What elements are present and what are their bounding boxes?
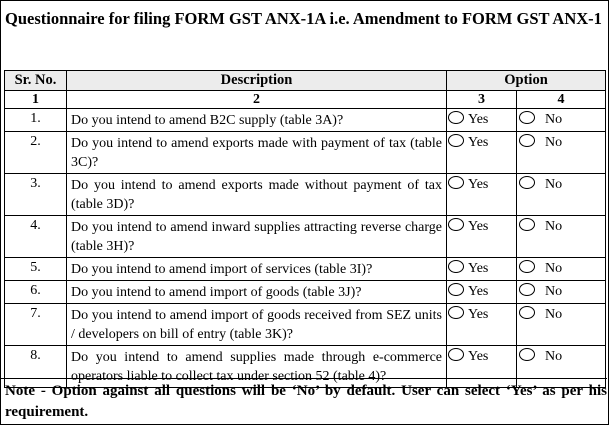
- question-text: Do you intend to amend B2C supply (table 3A)?: [67, 109, 447, 132]
- option-no[interactable]: [517, 174, 606, 216]
- option-no[interactable]: [517, 109, 606, 132]
- no-label: No: [545, 177, 563, 192]
- no-radio-button[interactable]: [519, 348, 535, 361]
- column-number: 2: [67, 91, 447, 109]
- sr-no: 3.: [5, 174, 67, 216]
- table-header-row: [5, 71, 606, 91]
- option-no[interactable]: [517, 216, 606, 258]
- no-label: No: [545, 307, 563, 322]
- header-sr-no: Sr. No.: [5, 71, 67, 91]
- yes-radio-button[interactable]: [448, 260, 464, 273]
- note-divider: [0, 378, 607, 379]
- column-number: 1: [5, 91, 67, 109]
- sr-no: 6.: [5, 281, 67, 304]
- no-label: No: [545, 135, 563, 150]
- table-row: [5, 174, 606, 216]
- questionnaire-table: [4, 70, 606, 388]
- sr-no: 4.: [5, 216, 67, 258]
- option-yes[interactable]: [447, 258, 517, 281]
- yes-label: Yes: [468, 135, 489, 150]
- no-radio-button[interactable]: [519, 283, 535, 296]
- yes-label: Yes: [468, 261, 489, 276]
- question-text: Do you intend to amend import of services (table 3I)?: [67, 258, 447, 281]
- no-label: No: [545, 112, 563, 127]
- no-label: No: [545, 349, 563, 364]
- yes-label: Yes: [468, 349, 489, 364]
- yes-label: Yes: [468, 112, 489, 127]
- option-yes[interactable]: [447, 281, 517, 304]
- yes-radio-button[interactable]: [448, 218, 464, 231]
- option-yes[interactable]: [447, 109, 517, 132]
- no-label: No: [545, 219, 563, 234]
- no-radio-button[interactable]: [519, 260, 535, 273]
- table-row: [5, 109, 606, 132]
- yes-label: Yes: [468, 219, 489, 234]
- option-yes[interactable]: [447, 132, 517, 174]
- table-row: [5, 132, 606, 174]
- question-text: Do you intend to amend supplies made through e-commerce operators liable to collect tax under section 52 (table 4)?: [67, 346, 447, 388]
- sr-no: 2.: [5, 132, 67, 174]
- question-text: Do you intend to amend inward supplies attracting reverse charge (table 3H)?: [67, 216, 447, 258]
- table-row: [5, 216, 606, 258]
- header-description: Description: [67, 71, 447, 91]
- sr-no: 5.: [5, 258, 67, 281]
- question-text: Do you intend to amend import of goods (table 3J)?: [67, 281, 447, 304]
- column-number-row: [5, 91, 606, 109]
- yes-radio-button[interactable]: [448, 134, 464, 147]
- question-text: Do you intend to amend import of goods received from SEZ units / developers on bill of entry (table 3K)?: [67, 304, 447, 346]
- no-radio-button[interactable]: [519, 218, 535, 231]
- option-no[interactable]: [517, 132, 606, 174]
- yes-radio-button[interactable]: [448, 283, 464, 296]
- yes-label: Yes: [468, 307, 489, 322]
- table-row: [5, 304, 606, 346]
- option-no[interactable]: [517, 304, 606, 346]
- yes-radio-button[interactable]: [448, 111, 464, 124]
- sr-no: 8.: [5, 346, 67, 388]
- yes-label: Yes: [468, 177, 489, 192]
- yes-radio-button[interactable]: [448, 176, 464, 189]
- column-number: 3: [447, 91, 517, 109]
- yes-radio-button[interactable]: [448, 348, 464, 361]
- option-no[interactable]: [517, 258, 606, 281]
- table-row: [5, 281, 606, 304]
- no-label: No: [545, 284, 563, 299]
- no-radio-button[interactable]: [519, 111, 535, 124]
- sr-no: 1.: [5, 109, 67, 132]
- question-text: Do you intend to amend exports made without payment of tax (table 3D)?: [67, 174, 447, 216]
- column-number: 4: [517, 91, 606, 109]
- option-yes[interactable]: [447, 174, 517, 216]
- sr-no: 7.: [5, 304, 67, 346]
- no-radio-button[interactable]: [519, 134, 535, 147]
- yes-radio-button[interactable]: [448, 306, 464, 319]
- no-radio-button[interactable]: [519, 306, 535, 319]
- header-option: Option: [447, 71, 606, 91]
- note-text: Note - Option against all questions will be ‘No’ by default. User can select ‘Yes’ as per his requirement.: [5, 383, 607, 420]
- option-no[interactable]: [517, 281, 606, 304]
- yes-label: Yes: [468, 284, 489, 299]
- option-yes[interactable]: [447, 304, 517, 346]
- no-label: No: [545, 261, 563, 276]
- table-row: [5, 258, 606, 281]
- option-yes[interactable]: [447, 216, 517, 258]
- question-text: Do you intend to amend exports made with payment of tax (table 3C)?: [67, 132, 447, 174]
- page-title: Questionnaire for filing FORM GST ANX-1A i.e. Amendment to FORM GST ANX-1: [5, 9, 602, 28]
- no-radio-button[interactable]: [519, 176, 535, 189]
